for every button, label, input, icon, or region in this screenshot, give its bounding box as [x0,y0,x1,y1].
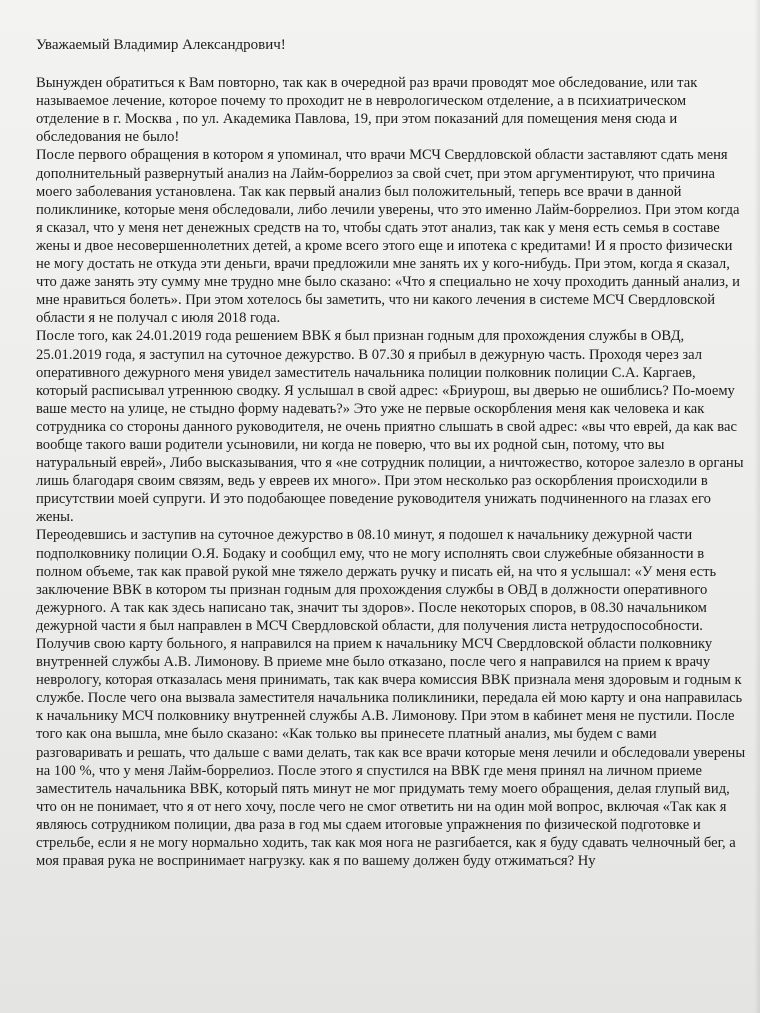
paragraph-medical-visit: Переодевшись и заступив на суточное дежурство в 08.10 минут, я подошел к начальнику дежурной части подполковнику полиции О.Я. Бодаку и сообщил ему, что не могу исполнять свои служебные обязанности в полном объеме, так как правой рукой мне тяжело держать ручку и писать ей, на что я услышал: «У меня есть заключение ВВК в котором ты признан годным для прохождения службы в ОВД в должности оперативного дежурного. А так как здесь написано так, значит ты здоров». После некоторых споров, в 08.30 начальником дежурной части я был направлен в МСЧ Свердловской области, для получения листа нетрудоспособности. Получив свою карту больного, я направился на прием к начальнику МСЧ Свердловской области полковнику внутренней службы А.В. Лимонову. В приеме мне было отказано, после чего я направился на прием к врачу неврологу, которая отказалась меня принимать, так как вчера комиссия ВВК признала меня здоровым и годным к службе. После чего она вызвала заместителя начальника поликлиники, передала ей мою карту и она направилась к начальнику МСЧ полковнику внутренней службы А.В. Лимонову. При этом в кабинет меня не пустили. После того как она вышла, мне было сказано: «Как только вы принесете платный анализ, мы будем с вами разговаривать и решать, что дальше с вами делать, так как все врачи которые меня лечили и обследовали уверены на 100 %, что у меня Лайм-боррелиоз. После этого я спустился на ВВК где меня принял на личном приеме заместитель начальника ВВК, который пять минут не мог придумать тему моего обращения, делая глупый вид, что он не понимает, что я от него хочу, после чего не смог ответить ни на один мой вопрос, включая «Так как я являюсь сотрудником полиции, два раза в год мы сдаем итоговые упражнения по физической подготовке и стрельбе, если я не могу нормально ходить, так как моя нога не разгибается, как я буду сдавать челночный бег, а моя правая рука не воспринимает нагрузку. как я по вашему должен буду отжиматься? Ну [36,527,746,870]
paragraph-intro: Вынужден обратиться к Вам повторно, так как в очередной раз врачи проводят мое обследование, или так называемое лечение, которое почему то проходит не в неврологическом отделение, а в психиатрическом отделение в г. Москва , по ул. Академика Павлова, 19, при этом показаний для помещения меня сюда и обследования не было! [36,75,698,146]
letter-greeting: Уважаемый Владимир Александрович! [36,37,286,53]
page-edge-shadow [754,0,760,1013]
paragraph-duty-incident: После того, как 24.01.2019 года решением ВВК я был признан годным для прохождения службы в ОВД, 25.01.2019 года, я заступил на суточное дежурство. В 07.30 я прибыл в дежурную часть. Проходя через зал оперативного дежурного меня увидел заместитель начальника полиции полковник полиции С.А. Каргаев, который расписывал утреннюю сводку. Я услышал в свой адрес: «Бриурош, вы дверью не ошиблись? По-моему ваше место на улице, не стыдно форму надевать?» Это уже не первые оскорбления меня как человека и как сотрудника со стороны данного руководителя, не очень приятно слышать в свой адрес: «вы что еврей, да как вас вообще такого ваши родители усыновили, ни когда не поверю, что вы их родной сын, потому, что вы натуральный еврей», Либо высказывания, что я «не сотрудник полиции, а ничтожество, которое залезло в органы лишь благодаря своим связям, ведь у евреев их много». При этом несколько раз оскорбления происходили в присутствии моей супруги. И это подобающее поведение руководителя унижать подчиненного на глазах его жены. [36,328,744,526]
paragraph-first-appeal: После первого обращения в котором я упоминал, что врачи МСЧ Свердловской области заставляют сдать меня дополнительный развернутый анализ на Лайм-боррелиоз за свой счет, при этом аргументируют, что причина моего заболевания установлена. Так как первый анализ был положительный, теперь все врачи в данной поликлинике, которые меня обследовали, либо лечили уверены, что это именно Лайм-боррелиоз. При этом когда я сказал, что у меня нет денежных средств на то, чтобы сдать этот анализ, так как у меня есть семья в составе жены и двое несовершеннолетних детей, а кроме всего этого еще и ипотека с кредитами! И я просто физически не могу достать не откуда эти деньги, врачи предложили мне занять их у кого-нибудь. При этом, когда я сказал, что даже занять эту сумму мне трудно мне было сказано: «Что я специально не хочу проходить данный анализ, и мне нравиться болеть». При этом хотелось бы заметить, что ни какого лечения в системе МСЧ Свердловской области я не получал с июля 2018 года. [36,147,740,327]
